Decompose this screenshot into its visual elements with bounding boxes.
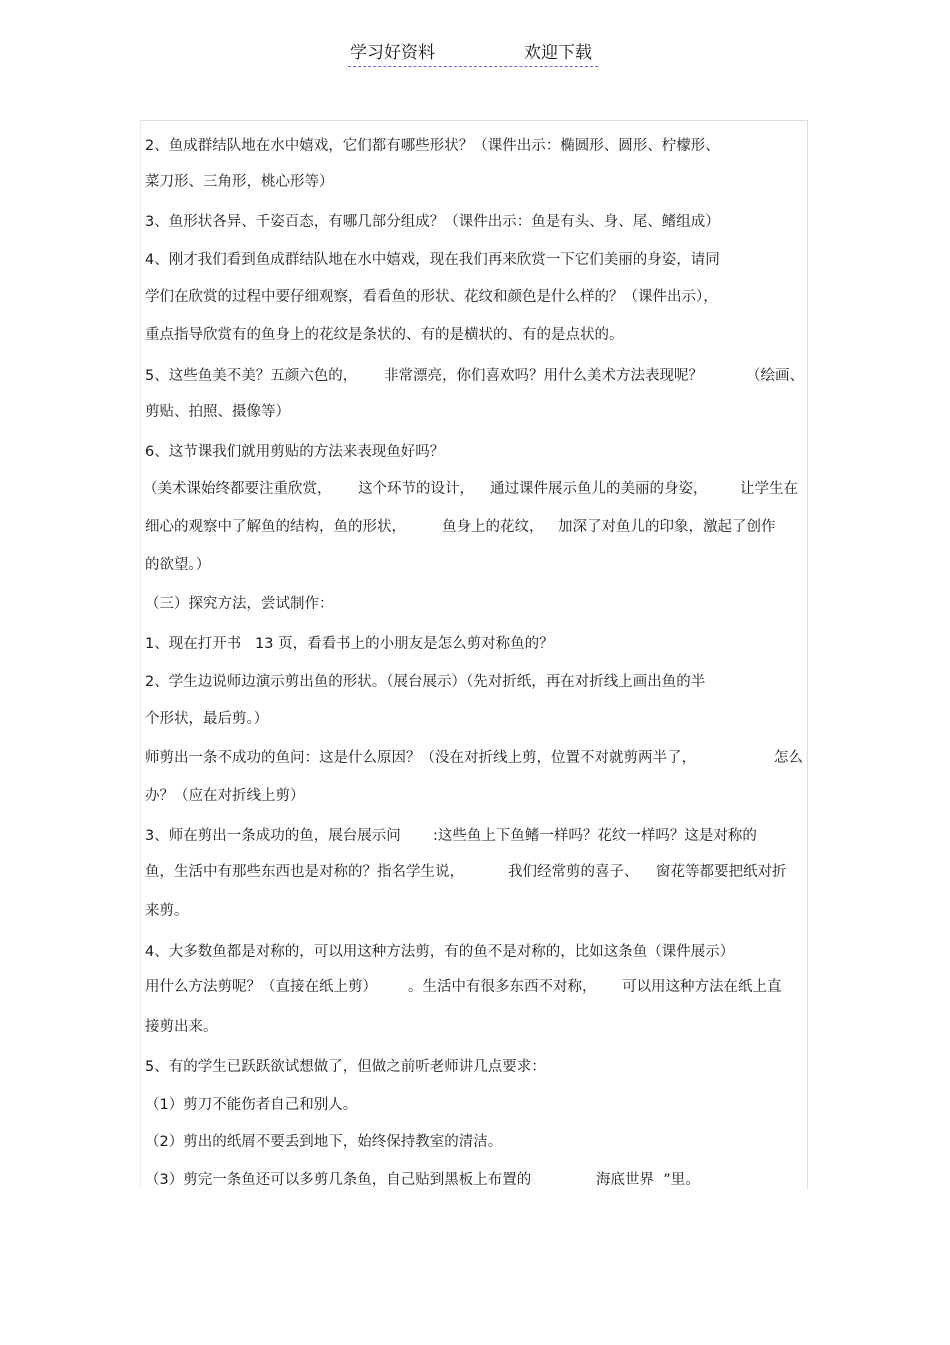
text-segment: 师剪出一条不成功的鱼问：这是什么原因？（没在对折线上剪，位置不对就剪两半了， — [145, 750, 696, 766]
text-segment: 通过课件展示鱼儿的美丽的身姿， — [490, 481, 708, 497]
text-segment: 非常漂亮，你们喜欢吗？用什么美术方法表现呢？ — [384, 368, 703, 384]
text-segment: （美术课始终都要注重欣赏， — [143, 481, 332, 497]
text-line: 6、这节课我们就用剪贴的方法来表现鱼好吗？ — [145, 444, 445, 460]
text-line: 4、刚才我们看到鱼成群结队地在水中嬉戏，现在我们再来欣赏一下它们美丽的身姿，请同 — [145, 252, 720, 268]
text-segment: 可以用这种方法在纸上直 — [622, 979, 782, 995]
text-line: 办？（应在对折线上剪） — [145, 788, 305, 804]
section-heading: （三）探究方法，尝试制作： — [145, 596, 334, 612]
text-segment: 加深了对鱼儿的印象，激起了创作 — [558, 519, 776, 535]
text-line: 3、鱼形状各异、千姿百态，有哪几部分组成？（课件出示：鱼是有头、身、尾、鳍组成） — [145, 214, 720, 230]
text-line: 剪贴、拍照、摄像等） — [145, 404, 290, 420]
text-line: 3、师在剪出一条成功的鱼，展台展示问 :这些鱼上下鱼鳍一样吗？花纹一样吗？这是对称的 — [145, 828, 757, 844]
text-segment: 细心的观察中了解鱼的结构，鱼的形状， — [145, 519, 406, 535]
text-segment: 海底世界 ”里。 — [596, 1172, 700, 1188]
text-segment: 让学生在 — [740, 481, 798, 497]
text-segment: 。生活中有很多东西不对称， — [408, 979, 597, 995]
text-line: 学们在欣赏的过程中要仔细观察，看看鱼的形状、花纹和颜色是什么样的？（课件出示）， — [145, 289, 718, 305]
text-line: 个形状，最后剪。） — [145, 711, 269, 727]
header-left-text: 学习好资料 — [350, 43, 435, 63]
text-line: 菜刀形、三角形，桃心形等） — [145, 174, 334, 190]
text-line: 来剪。 — [145, 903, 189, 919]
text-line: 2、学生边说师边演示剪出鱼的形状。（展台展示）（先对折纸，再在对折线上画出鱼的半 — [145, 674, 706, 690]
text-line: 接剪出来。 — [145, 1019, 218, 1035]
text-segment: 鱼，生活中有那些东西也是对称的？指名学生说， — [145, 864, 464, 880]
text-segment: 这个环节的设计， — [358, 481, 474, 497]
text-segment: 我们经常剪的喜子、 — [508, 864, 639, 880]
text-line: 的欲望。） — [145, 557, 211, 573]
text-line: 5、有的学生已跃跃欲试想做了，但做之前听老师讲几点要求： — [145, 1059, 546, 1075]
text-segment: （绘画、 — [746, 368, 804, 384]
text-segment: 窗花等都要把纸对折 — [656, 864, 787, 880]
text-segment: 鱼身上的花纹， — [442, 519, 544, 535]
page-header — [348, 40, 598, 67]
header-right-text: 欢迎下载 — [524, 43, 592, 63]
text-segment: 怎么 — [774, 750, 803, 766]
text-line: 1、现在打开书 13 页，看看书上的小朋友是怎么剪对称鱼的？ — [145, 636, 554, 652]
text-segment: 5、这些鱼美不美？五颜六色的， — [145, 368, 358, 384]
list-item: （3）剪完一条鱼还可以多剪几条鱼，自己贴到黑板上布置的 — [145, 1172, 532, 1188]
text-line: 重点指导欣赏有的鱼身上的花纹是条状的、有的是横状的、有的是点状的。 — [145, 327, 624, 343]
text-segment: 用什么方法剪呢？（直接在纸上剪） — [145, 979, 377, 995]
text-line: 4、大多数鱼都是对称的，可以用这种方法剪，有的鱼不是对称的，比如这条鱼（课件展示） — [145, 944, 735, 960]
content-frame — [140, 120, 808, 1189]
list-item: （1）剪刀不能伤者自己和别人。 — [145, 1097, 358, 1113]
list-item: （2）剪出的纸屑不要丢到地下，始终保持教室的清洁。 — [145, 1134, 503, 1150]
text-line: 2、鱼成群结队地在水中嬉戏，它们都有哪些形状？（课件出示：椭圆形、圆形、柠檬形、 — [145, 138, 720, 154]
